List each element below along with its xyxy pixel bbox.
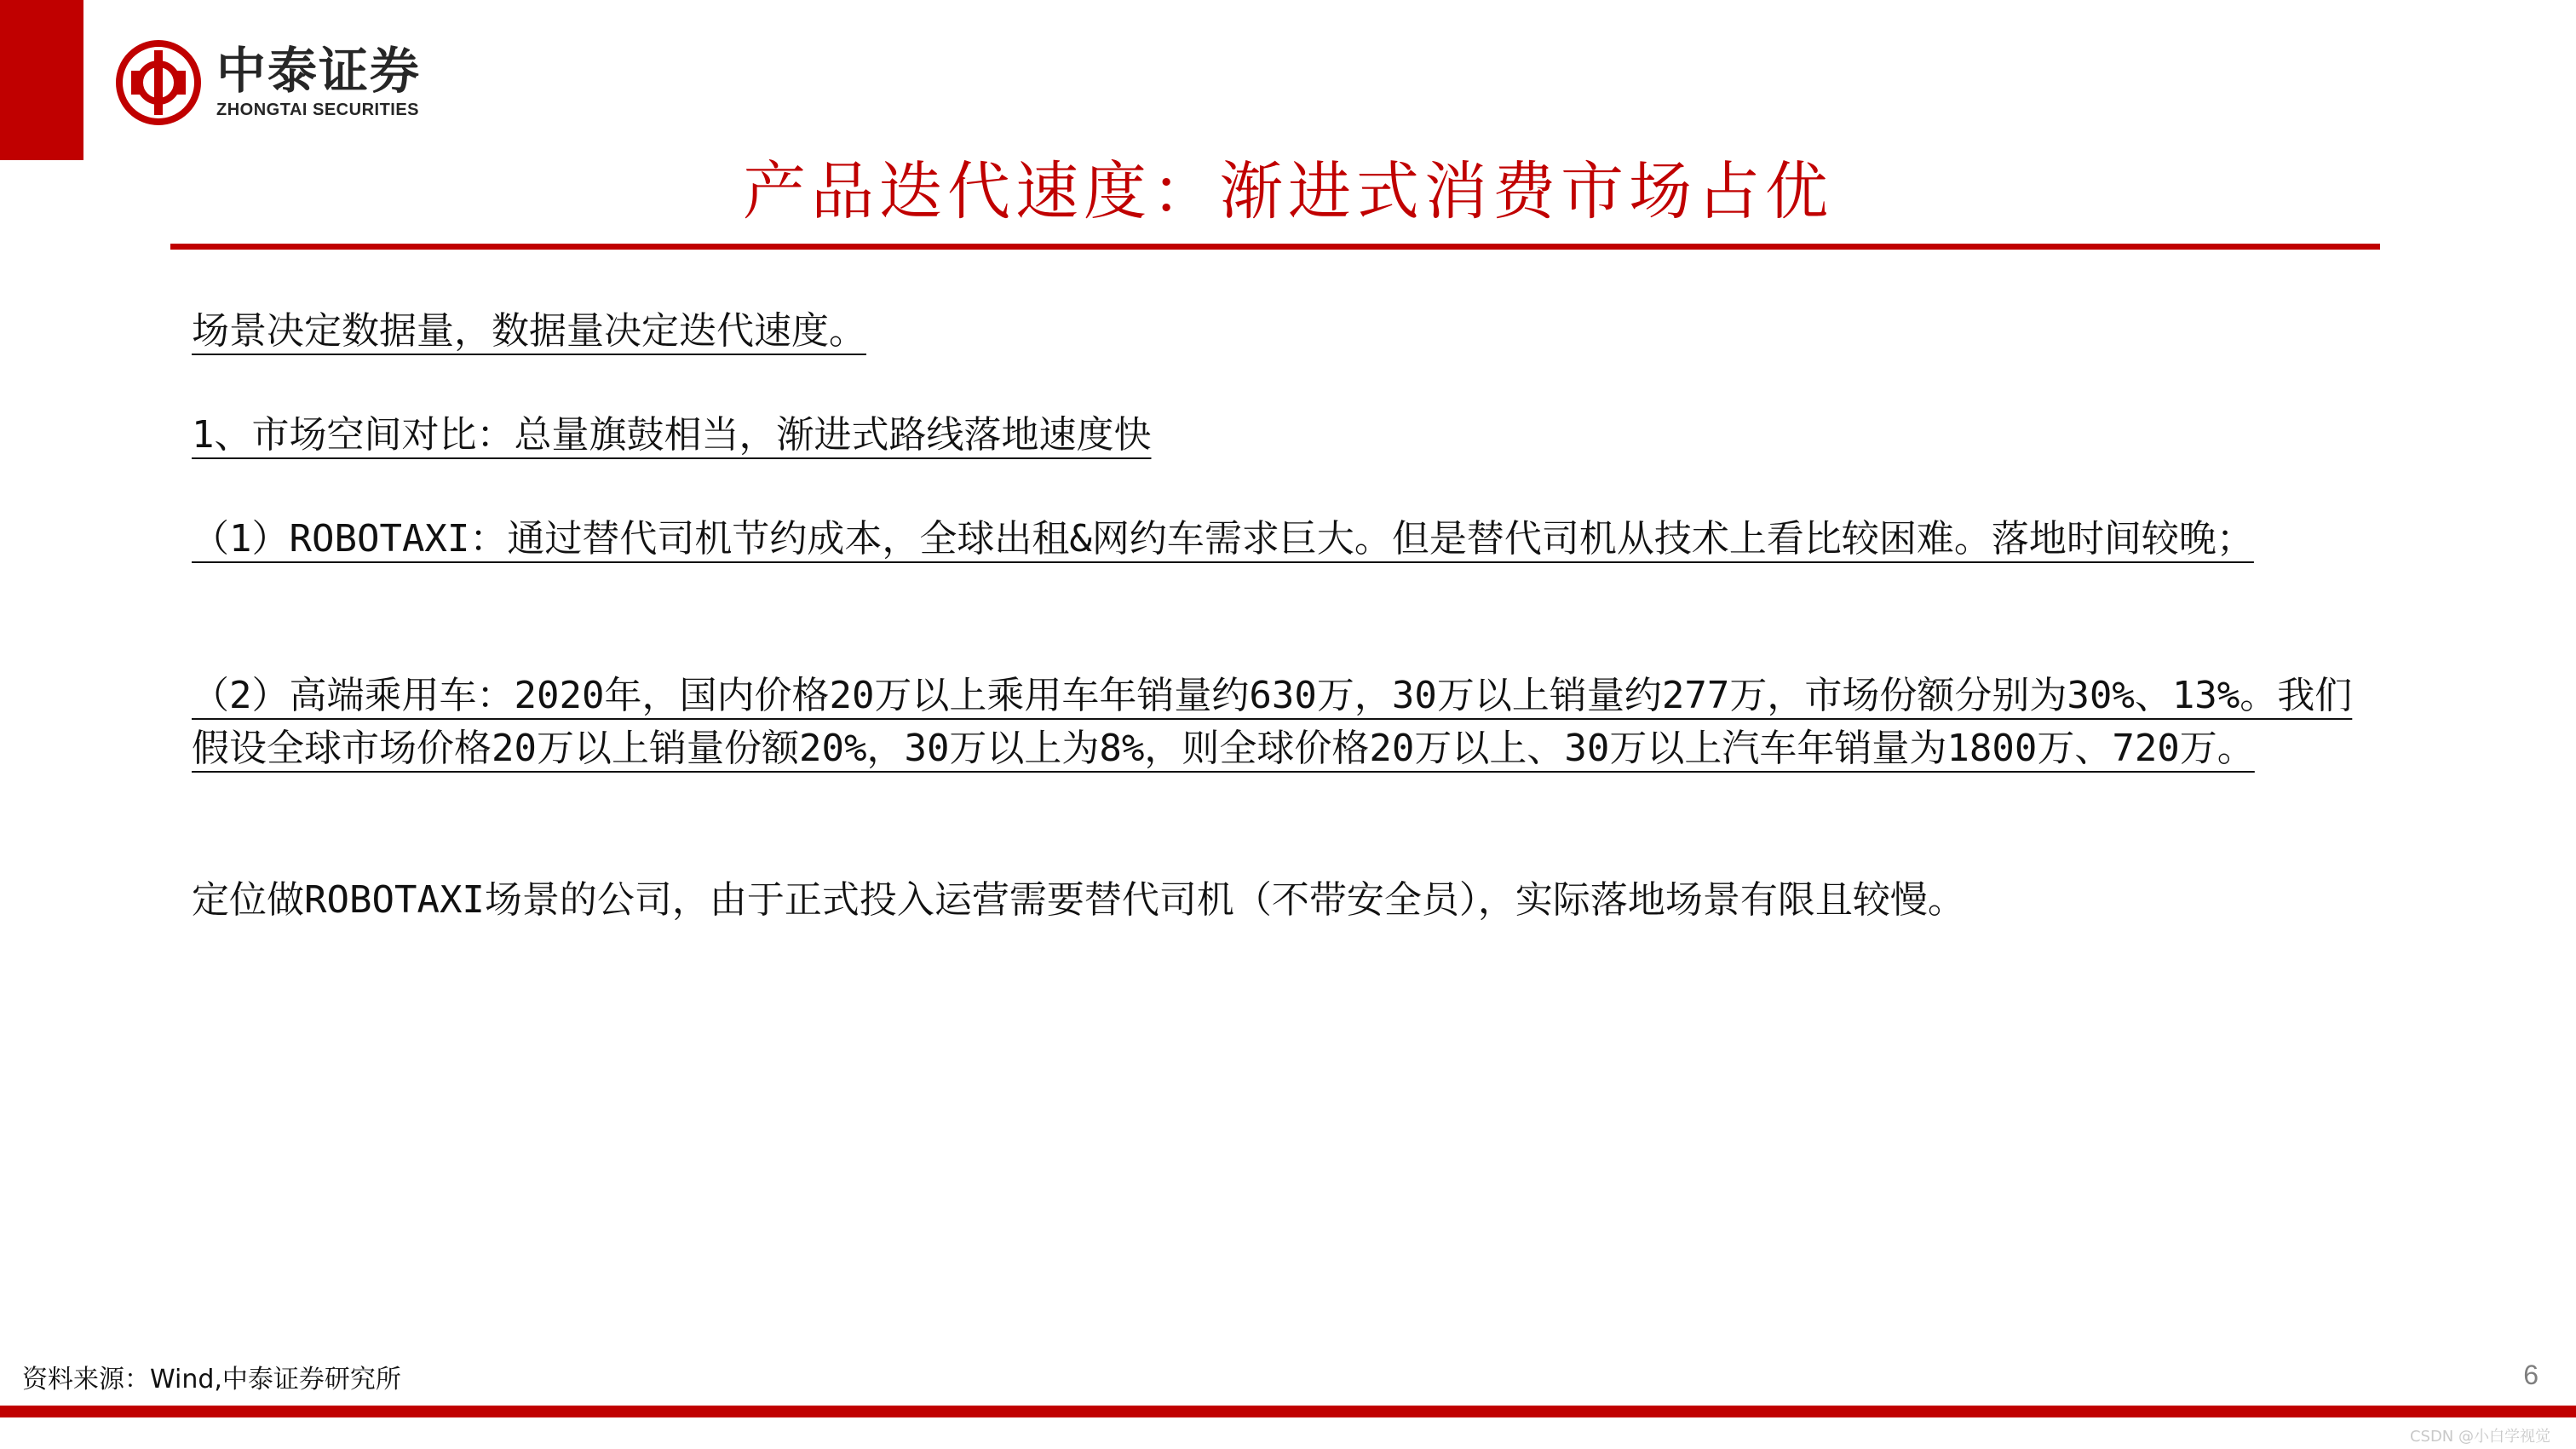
slide-title: 产品迭代速度：渐进式消费市场占优: [743, 155, 1833, 228]
premium-car-paragraph: [192, 670, 2389, 775]
summary-text: 场景决定数据量，数据量决定迭代速度。: [192, 309, 866, 353]
footer-bar: [0, 1406, 2576, 1417]
point-1-paragraph: [192, 409, 2389, 462]
zhongtai-logo-icon: [114, 38, 203, 127]
company-logo: [114, 36, 421, 129]
page-number: 6: [2523, 1360, 2539, 1390]
source-note: 资料来源：Wind,中泰证券研究所: [22, 1365, 401, 1394]
logo-name-en: ZHONGTAI SECURITIES: [216, 100, 420, 119]
title-divider: [170, 244, 2380, 250]
conclusion-paragraph: 定位做ROBOTAXI场景的公司，由于正式投入运营需要替代司机（不带安全员），实际落地场景有限且较慢。: [192, 878, 1965, 922]
logo-name-cn: 中泰证券: [216, 42, 422, 101]
watermark: CSDN @小白学视觉: [2409, 1428, 2550, 1446]
corner-accent-bar: [0, 0, 83, 160]
summary-paragraph: [192, 305, 2389, 358]
point-1-text: 1、市场空间对比：总量旗鼓相当，渐进式路线落地速度快: [192, 413, 1152, 457]
robotaxi-text: （1）ROBOTAXI：通过替代司机节约成本，全球出租&网约车需求巨大。但是替代司机从技术上看比较困难。落地时间较晚；: [192, 517, 2254, 561]
premium-car-text: （2）高端乘用车：2020年，国内价格20万以上乘用车年销量约630万，30万以上销量约277万，市场份额分别为30%、13%。我们假设全球市场价格20万以上销量份额20%，30万以上为8%，则全球价格20万以上、30万以上汽车年销量为1800万、720万。: [192, 674, 2353, 770]
robotaxi-paragraph: [192, 513, 2389, 566]
